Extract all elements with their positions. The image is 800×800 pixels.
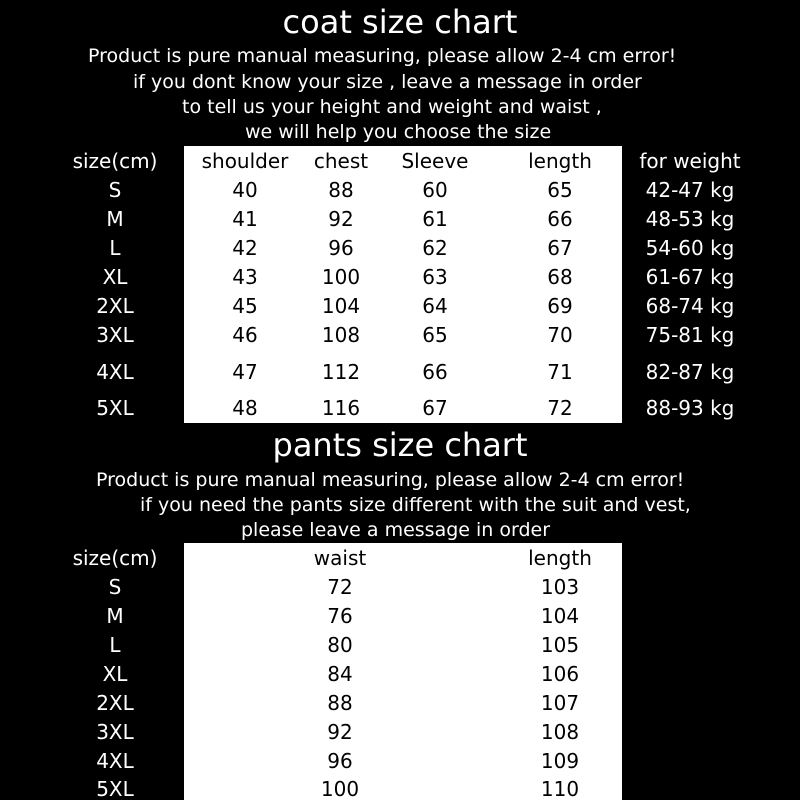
pants-cell-length: 108 <box>540 720 580 744</box>
pants-cell-waist: 84 <box>327 662 353 686</box>
coat-cell-shoulder: 42 <box>232 236 258 260</box>
pants-cell-size: 2XL <box>96 691 134 715</box>
coat-cell-weight: 68-74 kg <box>645 294 735 318</box>
coat-cell-sleeve: 63 <box>422 265 448 289</box>
pants-cell-waist: 96 <box>327 749 353 773</box>
coat-cell-weight: 42-47 kg <box>645 178 735 202</box>
pants-cell-length: 104 <box>540 604 580 628</box>
pants-cell-size: L <box>109 633 121 657</box>
pants-cell-size: 5XL <box>96 777 134 800</box>
coat-cell-length: 72 <box>547 396 573 420</box>
pants-note-1: Product is pure manual measuring, please allow 2-4 cm error! <box>96 469 685 491</box>
pants-cell-length: 103 <box>540 575 580 599</box>
pants-header-length: length <box>528 546 592 570</box>
coat-title: coat size chart <box>282 3 518 41</box>
coat-note-2: if you dont know your size , leave a message in order <box>133 71 642 93</box>
coat-cell-weight: 48-53 kg <box>645 207 735 231</box>
pants-cell-waist: 76 <box>327 604 353 628</box>
coat-cell-shoulder: 48 <box>232 396 258 420</box>
coat-cell-shoulder: 46 <box>232 323 258 347</box>
coat-note-3: to tell us your height and weight and waist , <box>182 96 602 118</box>
coat-cell-shoulder: 41 <box>232 207 258 231</box>
pants-cell-size: M <box>106 604 124 628</box>
coat-cell-size: XL <box>102 265 128 289</box>
pants-cell-waist: 100 <box>320 777 360 800</box>
coat-cell-sleeve: 65 <box>422 323 448 347</box>
coat-cell-length: 68 <box>547 265 573 289</box>
coat-cell-chest: 92 <box>328 207 354 231</box>
pants-cell-size: 4XL <box>96 749 134 773</box>
coat-cell-size: 2XL <box>96 294 134 318</box>
coat-cell-size: M <box>106 207 124 231</box>
coat-cell-length: 67 <box>547 236 573 260</box>
coat-cell-sleeve: 67 <box>422 396 448 420</box>
coat-header-shoulder: shoulder <box>201 149 289 173</box>
pants-cell-length: 105 <box>540 633 580 657</box>
pants-cell-length: 110 <box>540 777 580 800</box>
pants-header-waist: waist <box>313 546 367 570</box>
pants-cell-waist: 72 <box>327 575 353 599</box>
pants-cell-size: 3XL <box>96 720 134 744</box>
coat-cell-length: 66 <box>547 207 573 231</box>
coat-header-sleeve: Sleeve <box>401 149 469 173</box>
coat-cell-size: L <box>109 236 121 260</box>
coat-cell-size: S <box>108 178 122 202</box>
pants-cell-length: 107 <box>540 691 580 715</box>
pants-title: pants size chart <box>272 426 528 464</box>
coat-note-4: we will help you choose the size <box>245 121 552 143</box>
pants-cell-size: S <box>108 575 122 599</box>
coat-cell-chest: 100 <box>321 265 361 289</box>
pants-header-size: size(cm) <box>72 546 158 570</box>
coat-cell-sleeve: 66 <box>422 360 448 384</box>
coat-cell-sleeve: 60 <box>422 178 448 202</box>
coat-cell-length: 70 <box>547 323 573 347</box>
coat-header-weight: for weight <box>639 149 741 173</box>
coat-header-length: length <box>528 149 592 173</box>
coat-cell-chest: 112 <box>321 360 361 384</box>
coat-cell-shoulder: 40 <box>232 178 258 202</box>
coat-cell-chest: 88 <box>328 178 354 202</box>
coat-header-size: size(cm) <box>72 149 158 173</box>
coat-cell-length: 71 <box>547 360 573 384</box>
coat-cell-chest: 104 <box>321 294 361 318</box>
coat-cell-shoulder: 43 <box>232 265 258 289</box>
pants-cell-length: 109 <box>540 749 580 773</box>
coat-cell-length: 69 <box>547 294 573 318</box>
pants-cell-waist: 88 <box>327 691 353 715</box>
coat-cell-chest: 96 <box>328 236 354 260</box>
coat-cell-weight: 61-67 kg <box>645 265 735 289</box>
coat-cell-chest: 108 <box>321 323 361 347</box>
coat-cell-weight: 82-87 kg <box>645 360 735 384</box>
coat-cell-chest: 116 <box>321 396 361 420</box>
pants-cell-length: 106 <box>540 662 580 686</box>
coat-cell-shoulder: 47 <box>232 360 258 384</box>
coat-cell-size: 3XL <box>96 323 134 347</box>
coat-note-1: Product is pure manual measuring, please allow 2-4 cm error! <box>88 45 677 67</box>
coat-cell-weight: 54-60 kg <box>645 236 735 260</box>
coat-cell-size: 4XL <box>96 360 134 384</box>
coat-cell-sleeve: 62 <box>422 236 448 260</box>
pants-cell-waist: 80 <box>327 633 353 657</box>
coat-cell-weight: 88-93 kg <box>645 396 735 420</box>
coat-cell-sleeve: 64 <box>422 294 448 318</box>
coat-cell-length: 65 <box>547 178 573 202</box>
pants-note-3: please leave a message in order <box>241 519 551 541</box>
coat-cell-weight: 75-81 kg <box>645 323 735 347</box>
pants-cell-waist: 92 <box>327 720 353 744</box>
coat-cell-shoulder: 45 <box>232 294 258 318</box>
coat-header-chest: chest <box>313 149 369 173</box>
coat-cell-size: 5XL <box>96 396 134 420</box>
pants-cell-size: XL <box>102 662 128 686</box>
pants-note-2: if you need the pants size different with the suit and vest, <box>140 494 691 516</box>
coat-cell-sleeve: 61 <box>422 207 448 231</box>
